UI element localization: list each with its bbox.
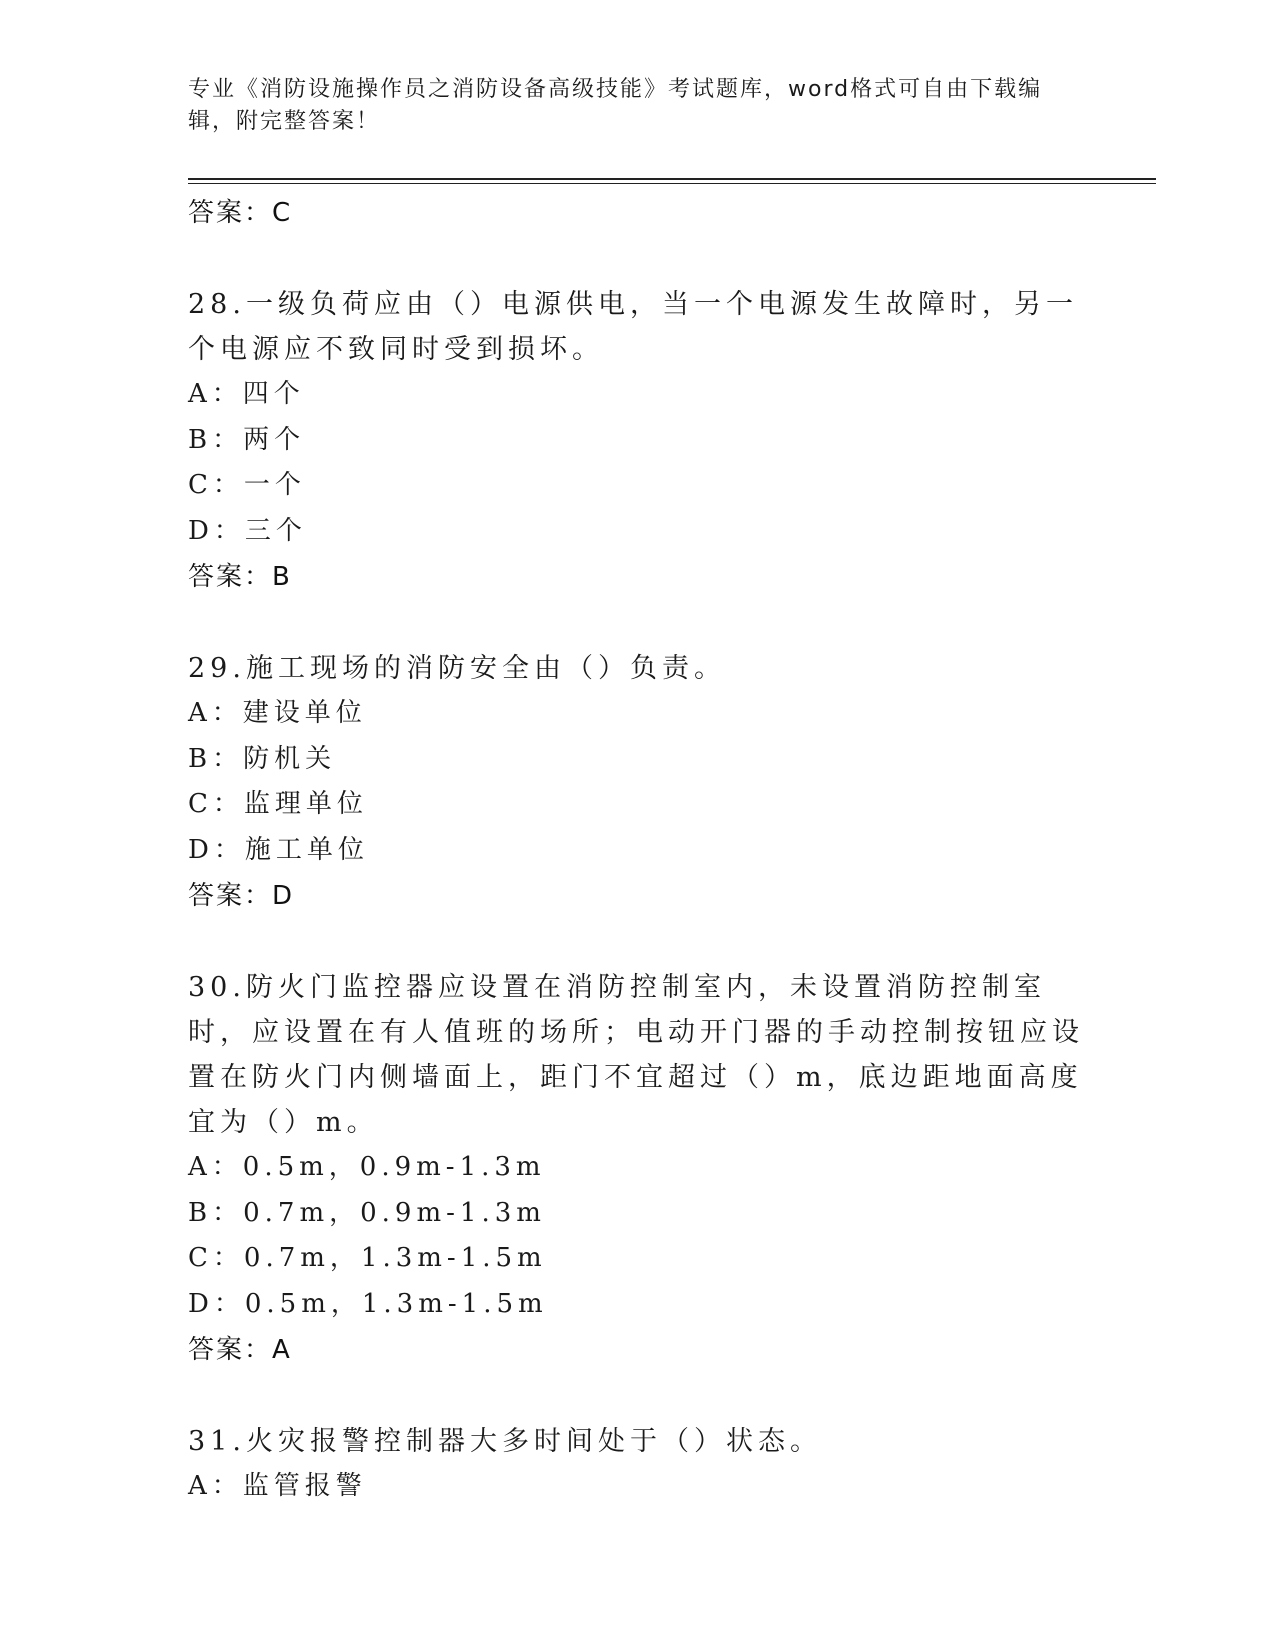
- question-28: [188, 282, 1088, 600]
- option-a: [188, 1464, 1088, 1510]
- option-c: [188, 1236, 1088, 1282]
- question-text: 28.一级负荷应由（）电源供电，当一个电源发生故障时，另一个电源应不致同时受到损坏。: [188, 289, 1078, 365]
- option-key: B：: [188, 424, 244, 455]
- option-d: [188, 1282, 1088, 1328]
- option-text: 三个: [244, 515, 307, 546]
- answer-line: [188, 1327, 1088, 1373]
- option-key: D：: [188, 515, 245, 546]
- option-c: [188, 782, 1088, 828]
- option-text: 监管报警: [242, 1471, 367, 1501]
- option-text: 0.5m，1.3m-1.5m: [244, 1288, 548, 1319]
- option-b: [188, 737, 1088, 783]
- option-a: [188, 1145, 1088, 1191]
- question-text: 29.施工现场的消防安全由（）负责。: [188, 653, 726, 684]
- answer-label: 答案：: [188, 1335, 273, 1365]
- option-text: 一个: [243, 470, 306, 500]
- option-b: [188, 418, 1088, 464]
- option-c: [188, 463, 1088, 509]
- option-d: [188, 509, 1088, 555]
- question-29: [188, 646, 1088, 919]
- option-b: [188, 1191, 1088, 1237]
- answer-value: D: [272, 881, 294, 911]
- option-key: C：: [188, 470, 244, 500]
- header-divider-thin: [188, 183, 1156, 184]
- option-a: [188, 691, 1088, 737]
- option-key: C：: [188, 1243, 244, 1273]
- option-key: A：: [188, 1152, 243, 1182]
- answer-value: C: [272, 198, 292, 228]
- option-text: 两个: [243, 424, 306, 455]
- answer-value: B: [272, 562, 291, 592]
- question-content: [188, 190, 1088, 1510]
- answer-value: A: [272, 1335, 291, 1365]
- answer-line: [188, 190, 1088, 236]
- option-key: C：: [188, 789, 244, 819]
- option-text: 0.5m，0.9m-1.3m: [242, 1152, 546, 1182]
- question-30: [188, 965, 1088, 1373]
- question-text: 30.防火门监控器应设置在消防控制室内，未设置消防控制室时，应设置在有人值班的场所；电动开门器的手动控制按钮应设置在防火门内侧墙面上，距门不宜超过（）m，底边距地面高度宜为（）m。: [188, 972, 1084, 1138]
- option-key: B：: [188, 743, 244, 774]
- answer-label: 答案：: [188, 198, 273, 228]
- option-key: D：: [188, 1288, 245, 1319]
- option-key: A：: [188, 698, 243, 728]
- answer-line: [188, 554, 1088, 600]
- option-text: 施工单位: [244, 834, 369, 865]
- option-text: 0.7m，1.3m-1.5m: [243, 1243, 547, 1273]
- answer-label: 答案：: [188, 881, 273, 911]
- option-key: A：: [188, 1471, 243, 1501]
- header-divider: [188, 178, 1156, 180]
- answer-line: [188, 873, 1088, 919]
- option-text: 防机关: [243, 743, 337, 774]
- question-text: 31.火灾报警控制器大多时间处于（）状态。: [188, 1426, 822, 1457]
- option-d: [188, 828, 1088, 874]
- option-key: D：: [188, 834, 245, 865]
- option-a: [188, 372, 1088, 418]
- option-text: 四个: [242, 379, 305, 409]
- document-header: 专业《消防设施操作员之消防设备高级技能》考试题库，word格式可自由下载编辑，附完整答案！: [188, 77, 1043, 134]
- option-text: 0.7m，0.9m-1.3m: [243, 1197, 546, 1228]
- answer-label: 答案：: [188, 562, 273, 592]
- question-31: [188, 1419, 1088, 1510]
- option-text: 建设单位: [242, 698, 367, 728]
- option-key: B：: [188, 1197, 244, 1228]
- option-key: A：: [188, 379, 243, 409]
- option-text: 监理单位: [243, 789, 368, 819]
